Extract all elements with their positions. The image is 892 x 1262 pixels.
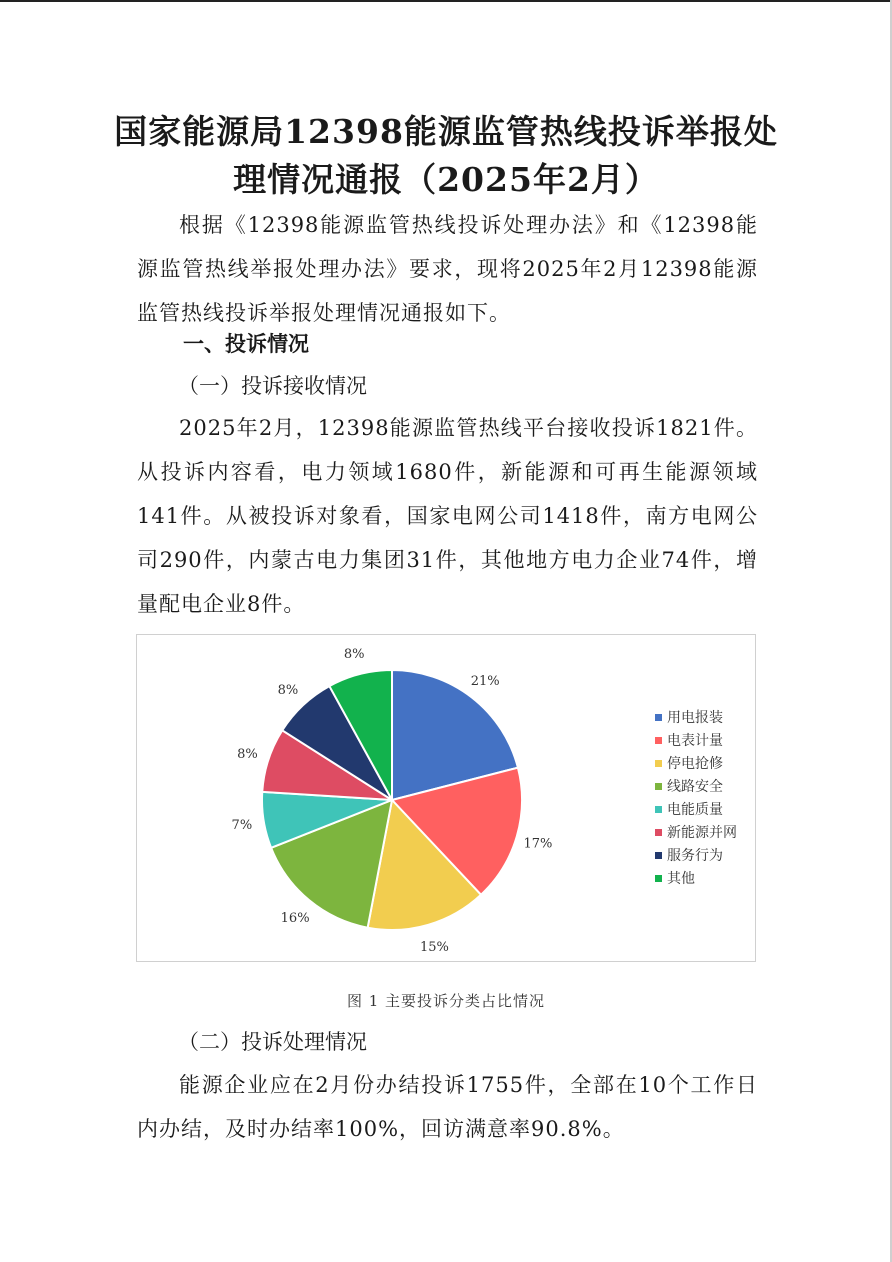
legend-label-2: 电表计量 [667,733,723,749]
legend-label-1: 用电报装 [667,710,723,726]
pie-label-4: 16% [280,911,310,927]
pie-label-6: 8% [237,747,258,763]
receipt-paragraph: 2025年2月，12398能源监管热线平台接收投诉1821件。从投诉内容看，电力领域1680件，新能源和可再生能源领域141件。从被投诉对象看，国家电网公司1418件，南方电网公司290件，内蒙古电力集团31件，其他地方电力企业74件，增量配电企业8件。 [137,416,758,616]
pie-chart [137,635,757,963]
legend-label-8: 其他 [667,871,695,887]
legend-label-5: 电能质量 [667,802,723,818]
pie-label-1: 21% [470,673,500,689]
subsection-heading-receipt: （一）投诉接收情况 [178,374,367,398]
pie-label-8: 8% [343,646,365,662]
document-title: 国家能源局12398能源监管热线投诉举报处理情况通报（2025年2月） [114,112,778,199]
pie-chart-container [136,634,756,962]
legend-swatch-5 [655,806,662,813]
legend-swatch-1 [655,714,662,721]
legend-label-6: 新能源并网 [667,825,737,841]
legend-swatch-4 [655,783,662,790]
pie-label-5: 7% [231,817,253,833]
pie-label-3: 15% [419,939,449,955]
pie-label-7: 8% [277,683,299,699]
legend-swatch-8 [655,875,662,882]
legend-label-3: 停电抢修 [667,756,723,772]
subsection-heading-handling: （二）投诉处理情况 [178,1030,367,1054]
intro-paragraph: 根据《12398能源监管热线投诉处理办法》和《12398能源监管热线举报处理办法》要求，现将2025年2月12398能源监管热线投诉举报处理情况通报如下。 [137,213,758,325]
legend-swatch-3 [655,760,662,767]
pie-label-2: 17% [523,836,553,852]
legend-swatch-6 [655,829,662,836]
legend-swatch-2 [655,737,662,744]
legend-label-7: 服务行为 [667,848,723,864]
figure-caption: 图 1 主要投诉分类占比情况 [346,992,546,1010]
page-top-border [0,0,890,3]
handling-paragraph: 能源企业应在2月份办结投诉1755件，全部在10个工作日内办结，及时办结率100%，回访满意率90.8%。 [137,1073,758,1141]
section-heading-complaints: 一、投诉情况 [183,331,309,356]
legend-swatch-7 [655,852,662,859]
legend-label-4: 线路安全 [667,779,723,795]
